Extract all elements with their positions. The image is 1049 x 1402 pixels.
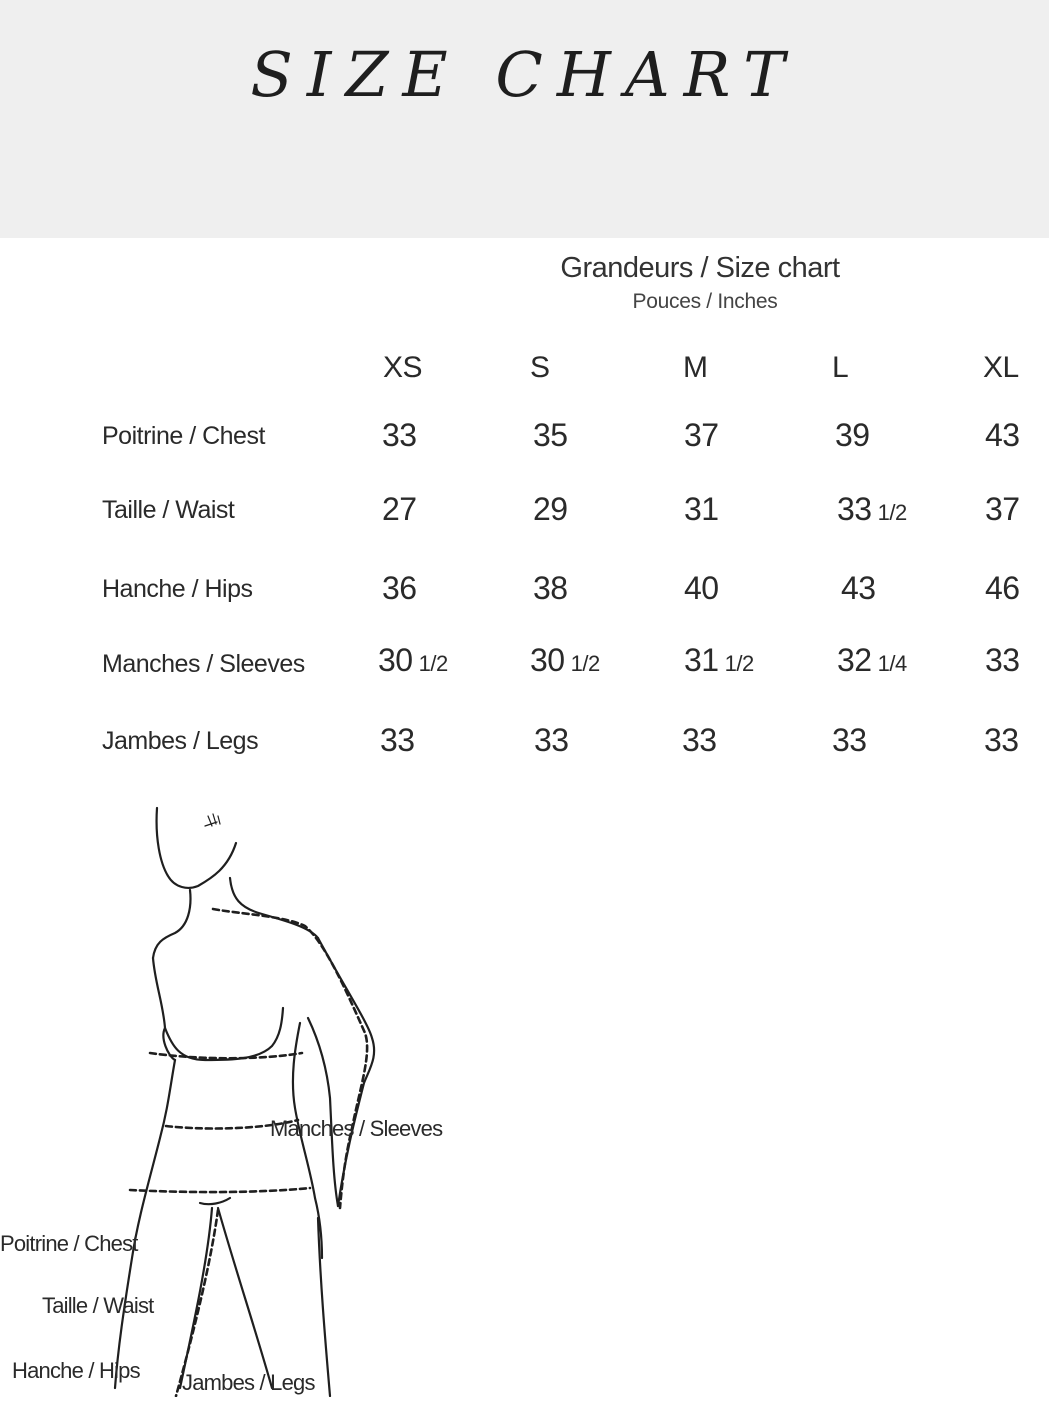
cell-chest-s: 35 — [533, 417, 568, 453]
cell-chest-l: 39 — [835, 417, 870, 453]
row-label-legs: Jambes / Legs — [102, 727, 259, 755]
row-label-waist: Taille / Waist — [102, 496, 235, 524]
row-label-chest: Poitrine / Chest — [102, 422, 265, 450]
cell-sleeves-m: 31 1/2 — [684, 642, 754, 678]
size-header-xl: XL — [983, 351, 1019, 384]
size-header-m: M — [683, 351, 708, 384]
page-header — [0, 0, 1049, 238]
cell-hips-l: 43 — [841, 570, 876, 606]
cell-waist-s: 29 — [533, 491, 568, 527]
cell-waist-xl: 37 — [985, 491, 1020, 527]
cell-waist-xs: 27 — [382, 491, 417, 527]
cell-sleeves-l: 32 1/4 — [837, 642, 907, 678]
cell-hips-m: 40 — [684, 570, 719, 606]
chart-title: Grandeurs / Size chart — [560, 252, 840, 284]
cell-legs-s: 33 — [534, 722, 569, 758]
cell-hips-xs: 36 — [382, 570, 417, 606]
cell-chest-m: 37 — [684, 417, 719, 453]
figure-label-legs: Jambes / Legs — [182, 1370, 315, 1395]
row-label-sleeves: Manches / Sleeves — [102, 650, 305, 678]
cell-legs-m: 33 — [682, 722, 717, 758]
size-header-xs: XS — [383, 351, 423, 384]
figure-label-sleeves: Manches / Sleeves — [270, 1116, 443, 1141]
cell-legs-xl: 33 — [984, 722, 1019, 758]
figure-label-waist: Taille / Waist — [42, 1293, 154, 1318]
size-chart-image — [0, 238, 1049, 1397]
cell-sleeves-xl: 33 — [985, 642, 1020, 678]
cell-waist-m: 31 — [684, 491, 719, 527]
cell-chest-xs: 33 — [382, 417, 417, 453]
cell-waist-l: 33 1/2 — [837, 491, 907, 527]
body-measurement-figure — [0, 798, 480, 1397]
cell-chest-xl: 43 — [985, 417, 1020, 453]
figure-label-chest: Poitrine / Chest — [0, 1231, 138, 1256]
cell-hips-s: 38 — [533, 570, 568, 606]
cell-sleeves-s: 30 1/2 — [530, 642, 600, 678]
chart-subtitle: Pouces / Inches — [632, 290, 778, 313]
cell-legs-xs: 33 — [380, 722, 415, 758]
cell-sleeves-xs: 30 1/2 — [378, 642, 448, 678]
row-label-hips: Hanche / Hips — [102, 575, 253, 603]
figure-label-hips: Hanche / Hips — [12, 1358, 140, 1383]
cell-hips-xl: 46 — [985, 570, 1020, 606]
page-title: SIZE CHART — [250, 38, 799, 111]
size-header-s: S — [530, 351, 550, 384]
cell-legs-l: 33 — [832, 722, 867, 758]
size-header-l: L — [832, 351, 849, 384]
